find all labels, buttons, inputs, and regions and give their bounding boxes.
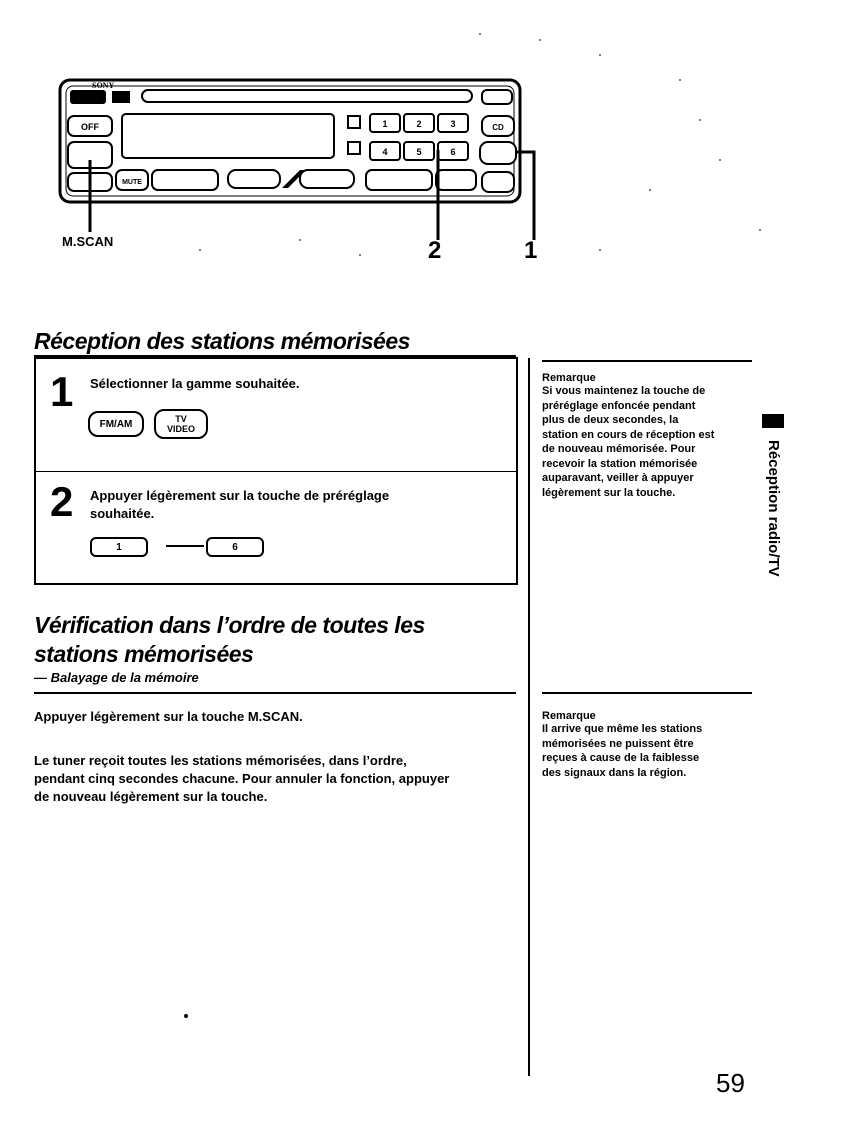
note1-line: préréglage enfoncée pendant [542, 399, 696, 412]
preset-6-label: 6 [450, 147, 456, 157]
fmam-button-icon: FM/AM [88, 411, 144, 437]
note2-rule [542, 692, 752, 694]
mscan-label: M.SCAN [62, 234, 114, 249]
note1-title: Remarque [542, 372, 596, 384]
note1-line: légèrement sur la touche. [542, 486, 676, 499]
note1-line: Si vous maintenez la touche de [542, 385, 706, 397]
note2-line: des signaux dans la région. [542, 766, 687, 779]
note1-line: station en cours de réception est [542, 428, 715, 441]
note2-line: mémorisées ne puissent être [542, 737, 694, 750]
callout-2-label: 2 [428, 237, 442, 264]
step2-text-line1: Appuyer légèrement sur la touche de préréglage [90, 488, 390, 503]
display-window [122, 114, 334, 158]
para2-line: pendant cinq secondes chacune. Pour annuler la fonction, appuyer [34, 771, 450, 786]
step1-number: 1 [50, 368, 74, 415]
steps-divider [36, 471, 516, 472]
fmam-button [480, 142, 516, 164]
preset-key-6-icon: 6 [206, 537, 264, 557]
cd-label: CD [492, 123, 504, 132]
preset-key-1-icon: 1 [90, 537, 148, 557]
steps-box [34, 357, 518, 585]
print-dot [184, 1014, 188, 1018]
preset-1-label: 1 [382, 119, 388, 129]
section2-title-line1: Vérification dans l’ordre de toutes les [34, 612, 425, 638]
section2-heading [34, 612, 425, 685]
video-label: VIDEO [166, 424, 195, 434]
note2 [542, 710, 762, 780]
step2-number: 2 [50, 478, 74, 525]
note1-line: recevoir la station mémorisée [542, 457, 698, 470]
car-stereo-illustration [0, 0, 846, 300]
side-tab [763, 440, 783, 600]
para2-line: Le tuner reçoit toutes les stations mémorisées, dans l’ordre, [34, 753, 407, 768]
note1-line: auparavant, veiller à appuyer [542, 472, 694, 484]
section2-para1: Appuyer légèrement sur la touche M.SCAN. [34, 709, 303, 724]
para2-line: de nouveau légèrement sur la touche. [34, 789, 268, 804]
preset-4-label: 4 [382, 147, 388, 157]
preset-5-label: 5 [416, 147, 422, 157]
section1-title: Réception des stations mémorisées [34, 328, 410, 354]
note2-line: Il arrive que même les stations [542, 723, 703, 735]
note1-rule [542, 360, 752, 362]
page-number: 59 [716, 1068, 745, 1098]
preset-2-label: 2 [416, 119, 422, 129]
sony-logo: SONY [92, 81, 115, 90]
callout-1-label: 1 [524, 237, 538, 264]
note2-line: reçues à cause de la faiblesse [542, 752, 700, 764]
step2-text [90, 487, 510, 523]
note2-title: Remarque [542, 710, 596, 722]
section2-title-line2: stations mémorisées [34, 641, 254, 667]
preset-3-label: 3 [450, 119, 456, 129]
mute-label: MUTE [122, 179, 142, 186]
tv-video-button-icon [154, 409, 208, 439]
column-divider [528, 358, 530, 1076]
side-tab-label: Réception radio/TV [765, 440, 782, 577]
range-dash [166, 545, 204, 547]
tv-label: TV [175, 414, 187, 424]
note1-line: plus de deux secondes, la [542, 414, 679, 426]
section2-subtitle: — Balayage de la mémoire [34, 670, 199, 685]
step2-text-line2: souhaitée. [90, 506, 155, 521]
side-tab-marker [762, 414, 784, 428]
step1-text: Sélectionner la gamme souhaitée. [90, 376, 300, 391]
section2-para2 [34, 752, 524, 806]
note1 [542, 372, 762, 500]
off-label: OFF [81, 122, 99, 132]
cd-slot [142, 90, 472, 102]
section2-rule [34, 692, 516, 694]
note1-line: de nouveau mémorisée. Pour [542, 443, 696, 455]
